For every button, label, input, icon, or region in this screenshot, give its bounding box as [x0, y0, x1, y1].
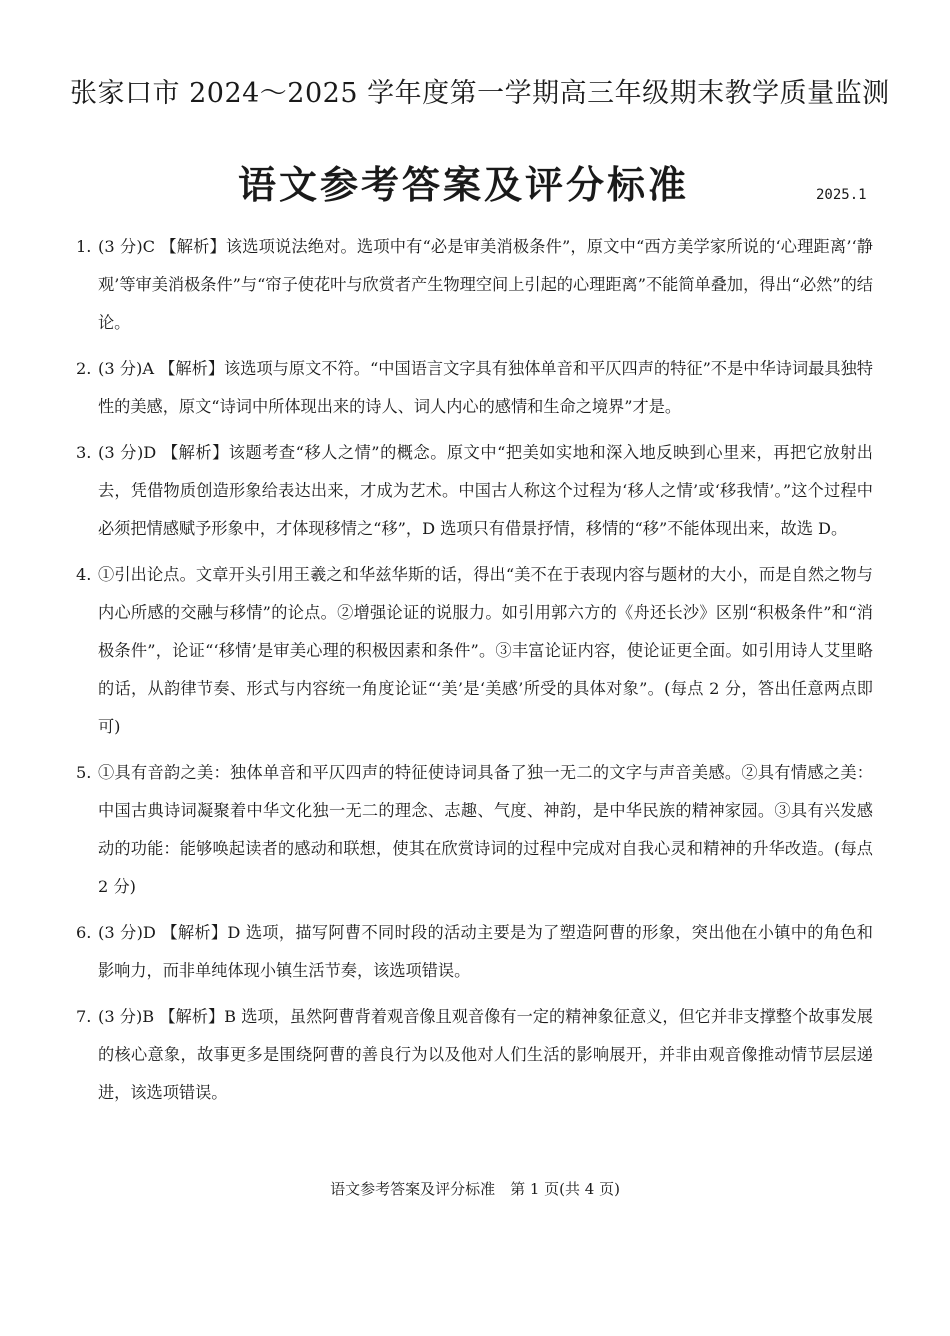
answer-item-3 — [76, 434, 873, 548]
answer-number: 6. — [76, 923, 92, 942]
answer-item-5 — [76, 754, 873, 906]
answer-text: (3 分)A 【解析】该选项与原文不符。“中国语言文字具有独体单音和平仄四声的特征”不是中华诗词最具独特性的美感，原文“诗词中所体现出来的诗人、词人内心的感情和生命之境界”才是。 — [98, 359, 873, 416]
answer-number: 3. — [76, 443, 92, 462]
answer-number: 2. — [76, 359, 92, 378]
answer-item-2 — [76, 350, 873, 426]
answer-number: 7. — [76, 1007, 92, 1026]
answer-number: 1. — [76, 237, 92, 256]
answer-text: ①引出论点。文章开头引用王羲之和华兹华斯的话，得出“美不在于表现内容与题材的大小，而是自然之物与内心所感的交融与移情”的论点。②增强论证的说服力。如引用郭六方的《舟还长沙》区别“积极条件”和“消极条件”，论证“‘移情’是审美心理的积极因素和条件”。③丰富论证内容，使论证更全面。如引用诗人艾里略的话，从韵律节奏、形式与内容统一角度论证“‘美’是‘美感’所受的具体对象”。(每点 2 分，答出任意两点即可) — [98, 565, 873, 736]
exam-title: 张家口市 2024～2025 学年度第一学期高三年级期末教学质量监测 — [70, 78, 890, 109]
document-date: 2025.1 — [816, 187, 867, 203]
answer-list — [76, 228, 873, 1120]
answer-text: (3 分)B 【解析】B 选项，虽然阿曹背着观音像且观音像有一定的精神象征意义，但它并非支撑整个故事发展的核心意象，故事更多是围绕阿曹的善良行为以及他对人们生活的影响展开，并非由观音像推动情节层层递进，该选项错误。 — [98, 1007, 873, 1102]
answer-item-7 — [76, 998, 873, 1112]
answer-number: 5. — [76, 763, 92, 782]
answer-item-1 — [76, 228, 873, 342]
answer-item-4 — [76, 556, 873, 746]
page-footer: 语文参考答案及评分标准 第 1 页(共 4 页) — [330, 1180, 620, 1198]
answer-text: (3 分)D 【解析】D 选项，描写阿曹不同时段的活动主要是为了塑造阿曹的形象，突出他在小镇中的角色和影响力，而非单纯体现小镇生活节奏，该选项错误。 — [98, 923, 873, 980]
answer-number: 4. — [76, 565, 92, 584]
answer-text: (3 分)D 【解析】该题考查“移人之情”的概念。原文中“把美如实地和深入地反映到心里来，再把它放射出去，凭借物质创造形象给表达出来，才成为艺术。中国古人称这个过程为‘移人之情’或‘移我情’。”这个过程中必须把情感赋予形象中，才体现移情之“移”，D 选项只有借景抒情，移情的“移”不能体现出来，故选 D。 — [98, 443, 873, 538]
answer-text: (3 分)C 【解析】该选项说法绝对。选项中有“必是审美消极条件”，原文中“西方美学家所说的‘心理距离’‘静观’等审美消极条件”与“帘子使花叶与欣赏者产生物理空间上引起的心理距离”不能简单叠加，得出“必然”的结论。 — [98, 237, 873, 332]
answer-item-6 — [76, 914, 873, 990]
answer-text: ①具有音韵之美：独体单音和平仄四声的特征使诗词具备了独一无二的文字与声音美感。②具有情感之美：中国古典诗词凝聚着中华文化独一无二的理念、志趣、气度、神韵，是中华民族的精神家园。③具有兴发感动的功能：能够唤起读者的感动和联想，使其在欣赏诗词的过程中完成对自我心灵和精神的升华改造。(每点 2 分) — [98, 763, 873, 896]
document-title: 语文参考答案及评分标准 — [238, 163, 690, 207]
